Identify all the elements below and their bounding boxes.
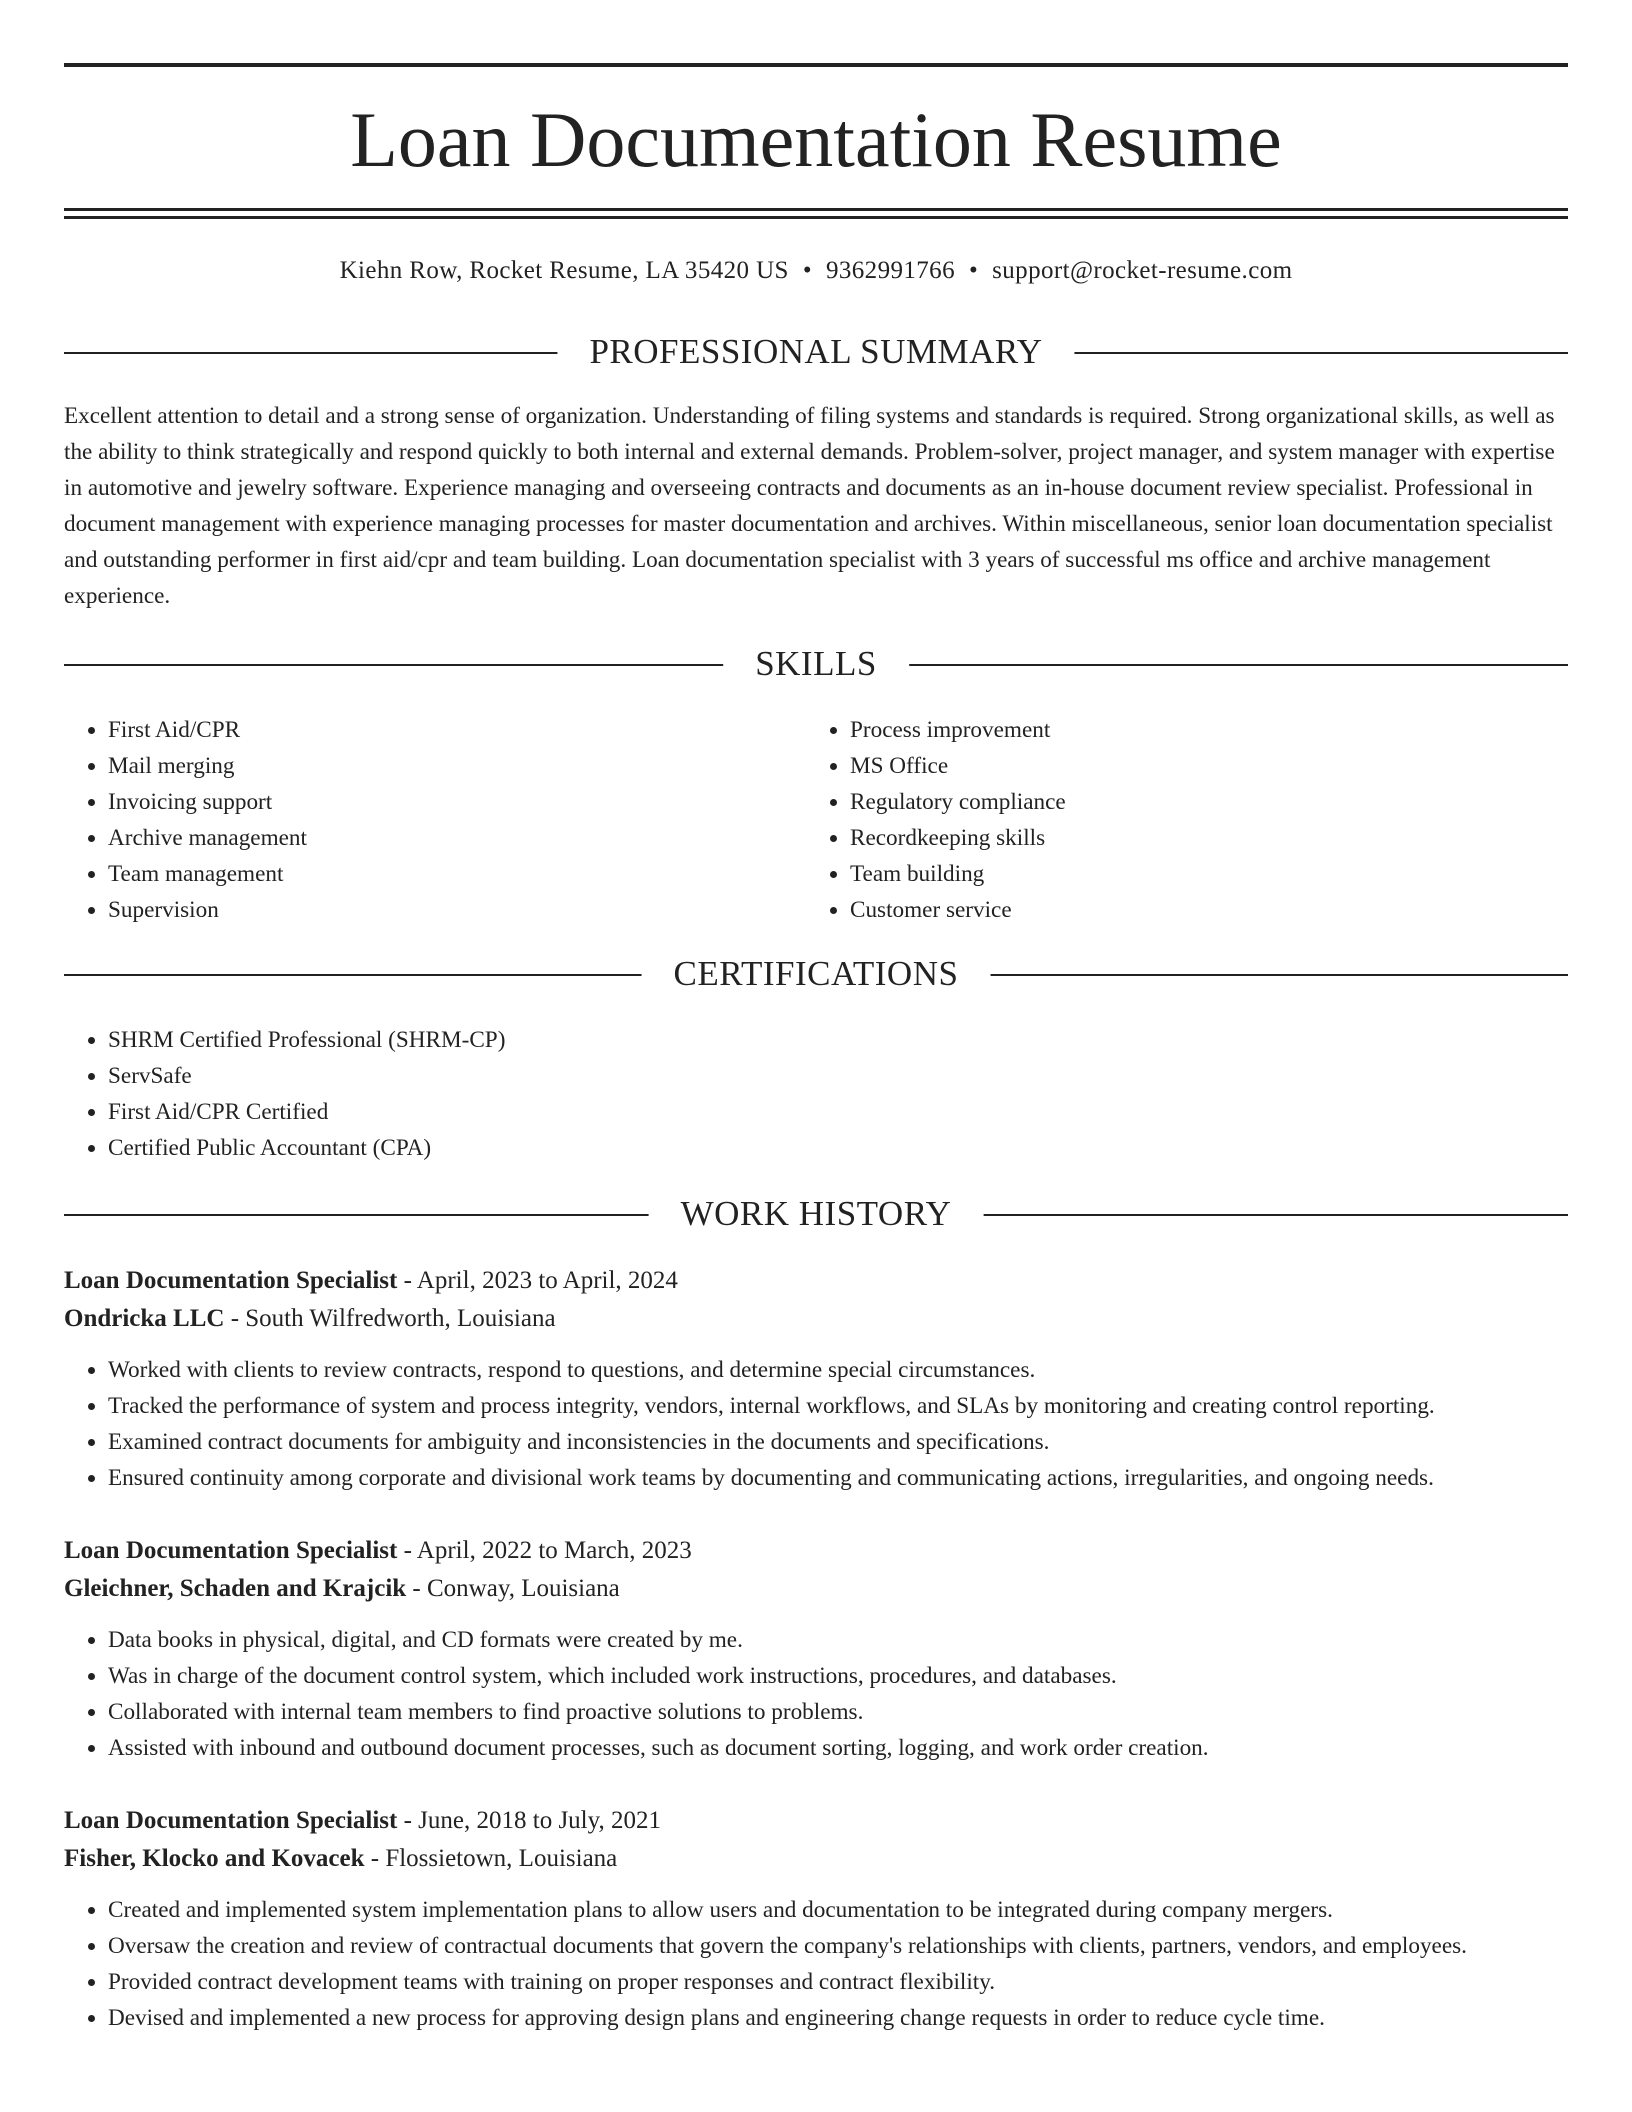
skill-item: • Recordkeeping skills xyxy=(850,820,1506,856)
job-company-line xyxy=(64,1300,1568,1338)
job-location: - Flossietown, Louisiana xyxy=(364,1845,618,1872)
job-company: Fisher, Klocko and Kovacek xyxy=(64,1845,365,1872)
job-bullet: • Assisted with inbound and outbound document processes, such as document sorting, logging, and work order creation. xyxy=(108,1730,1568,1766)
section-title: PROFESSIONAL SUMMARY xyxy=(557,330,1074,374)
job-entry xyxy=(64,1262,1568,1496)
summary-section-heading xyxy=(64,330,1568,374)
contact-separator: • xyxy=(968,257,979,284)
skill-item: • Archive management xyxy=(108,820,764,856)
certification-item: • ServSafe xyxy=(108,1058,1568,1094)
contact-address: Kiehn Row, Rocket Resume, LA 35420 US xyxy=(339,257,789,284)
resume-title: Loan Documentation Resume xyxy=(350,96,1282,183)
certification-item: • SHRM Certified Professional (SHRM-CP) xyxy=(108,1022,1568,1058)
skill-item: • Supervision xyxy=(108,892,764,928)
skill-item: • MS Office xyxy=(850,748,1506,784)
section-title: WORK HISTORY xyxy=(649,1192,984,1236)
contact-line xyxy=(64,255,1568,287)
job-dates: - April, 2022 to March, 2023 xyxy=(397,1537,692,1564)
job-bullet: • Provided contract development teams with training on proper responses and contract flexibility. xyxy=(108,1964,1568,2000)
skills-list-left xyxy=(64,712,764,928)
job-dates: - April, 2023 to April, 2024 xyxy=(397,1267,678,1294)
job-company: Ondricka LLC xyxy=(64,1305,225,1332)
job-bullet: • Data books in physical, digital, and CD formats were created by me. xyxy=(108,1622,1568,1658)
certification-item: • First Aid/CPR Certified xyxy=(108,1094,1568,1130)
top-rule xyxy=(64,63,1568,67)
skill-item: • First Aid/CPR xyxy=(108,712,764,748)
skill-item: • Team building xyxy=(850,856,1506,892)
title-rule-lower xyxy=(64,216,1568,219)
summary-text: Excellent attention to detail and a strong sense of organization. Understanding of filing systems and standards is required. Strong organizational skills, as well as the ability to think strategically and respond quickly to both internal and external demands. Problem-solver, project manager, and system manager with expertise in automotive and jewelry software. Experience managing and overseeing contracts and documents as an in-house document review specialist. Professional in document management with experience managing processes for master documentation and archives. Within miscellaneous, senior loan documentation specialist and outstanding performer in first aid/cpr and team building. Loan documentation specialist with 3 years of successful ms office and archive management experience. xyxy=(64,403,1555,609)
skill-item: • Regulatory compliance xyxy=(850,784,1506,820)
certifications-section-heading xyxy=(64,952,1568,996)
job-bullet: • Devised and implemented a new process for approving design plans and engineering change requests in order to reduce cycle time. xyxy=(108,2000,1568,2036)
contact-separator: • xyxy=(802,257,812,284)
job-bullet: • Was in charge of the document control system, which included work instructions, procedures, and databases. xyxy=(108,1658,1568,1694)
contact-phone: 9362991766 xyxy=(825,257,955,284)
job-title-line xyxy=(64,1532,1568,1570)
section-title: SKILLS xyxy=(723,642,909,686)
job-entry xyxy=(64,1802,1568,2036)
work-history-section-heading xyxy=(64,1192,1568,1236)
job-title-line xyxy=(64,1262,1568,1300)
job-company: Gleichner, Schaden and Krajcik xyxy=(64,1575,407,1602)
job-company-line xyxy=(64,1570,1568,1608)
job-title: Loan Documentation Specialist xyxy=(64,1807,398,1834)
title-rule-upper xyxy=(64,208,1568,211)
job-bullet: • Ensured continuity among corporate and divisional work teams by documenting and communicating actions, irregularities, and ongoing needs. xyxy=(108,1460,1568,1496)
skill-item: • Invoicing support xyxy=(108,784,764,820)
certifications-list xyxy=(64,1022,1568,1166)
job-bullet: • Collaborated with internal team members to find proactive solutions to problems. xyxy=(108,1694,1568,1730)
job-bullet: • Examined contract documents for ambiguity and inconsistencies in the documents and specifications. xyxy=(108,1424,1568,1460)
contact-email: support@rocket-resume.com xyxy=(992,257,1293,284)
job-dates: - June, 2018 to July, 2021 xyxy=(397,1807,662,1834)
job-title-line xyxy=(64,1802,1568,1840)
job-company-line xyxy=(64,1840,1568,1878)
job-location: - Conway, Louisiana xyxy=(406,1575,620,1602)
job-bullet: • Worked with clients to review contracts, respond to questions, and determine special circumstances. xyxy=(108,1352,1568,1388)
skill-item: • Customer service xyxy=(850,892,1506,928)
job-title: Loan Documentation Specialist xyxy=(64,1537,398,1564)
skill-item: • Mail merging xyxy=(108,748,764,784)
job-entry xyxy=(64,1532,1568,1766)
job-bullet: • Tracked the performance of system and process integrity, vendors, internal workflows, and SLAs by monitoring and creating control reporting. xyxy=(108,1388,1568,1424)
skills-section-heading xyxy=(64,642,1568,686)
skill-item: • Team management xyxy=(108,856,764,892)
skill-item: • Process improvement xyxy=(850,712,1506,748)
skills-list-right xyxy=(806,712,1506,928)
certification-item: • Certified Public Accountant (CPA) xyxy=(108,1130,1568,1166)
job-bullet: • Oversaw the creation and review of contractual documents that govern the company's relationships with clients, partners, vendors, and employees. xyxy=(108,1928,1568,1964)
job-location: - South Wilfredworth, Louisiana xyxy=(224,1305,556,1332)
job-title: Loan Documentation Specialist xyxy=(64,1267,398,1294)
section-title: CERTIFICATIONS xyxy=(642,952,991,996)
job-bullet: • Created and implemented system implementation plans to allow users and documentation to be integrated during company mergers. xyxy=(108,1892,1568,1928)
